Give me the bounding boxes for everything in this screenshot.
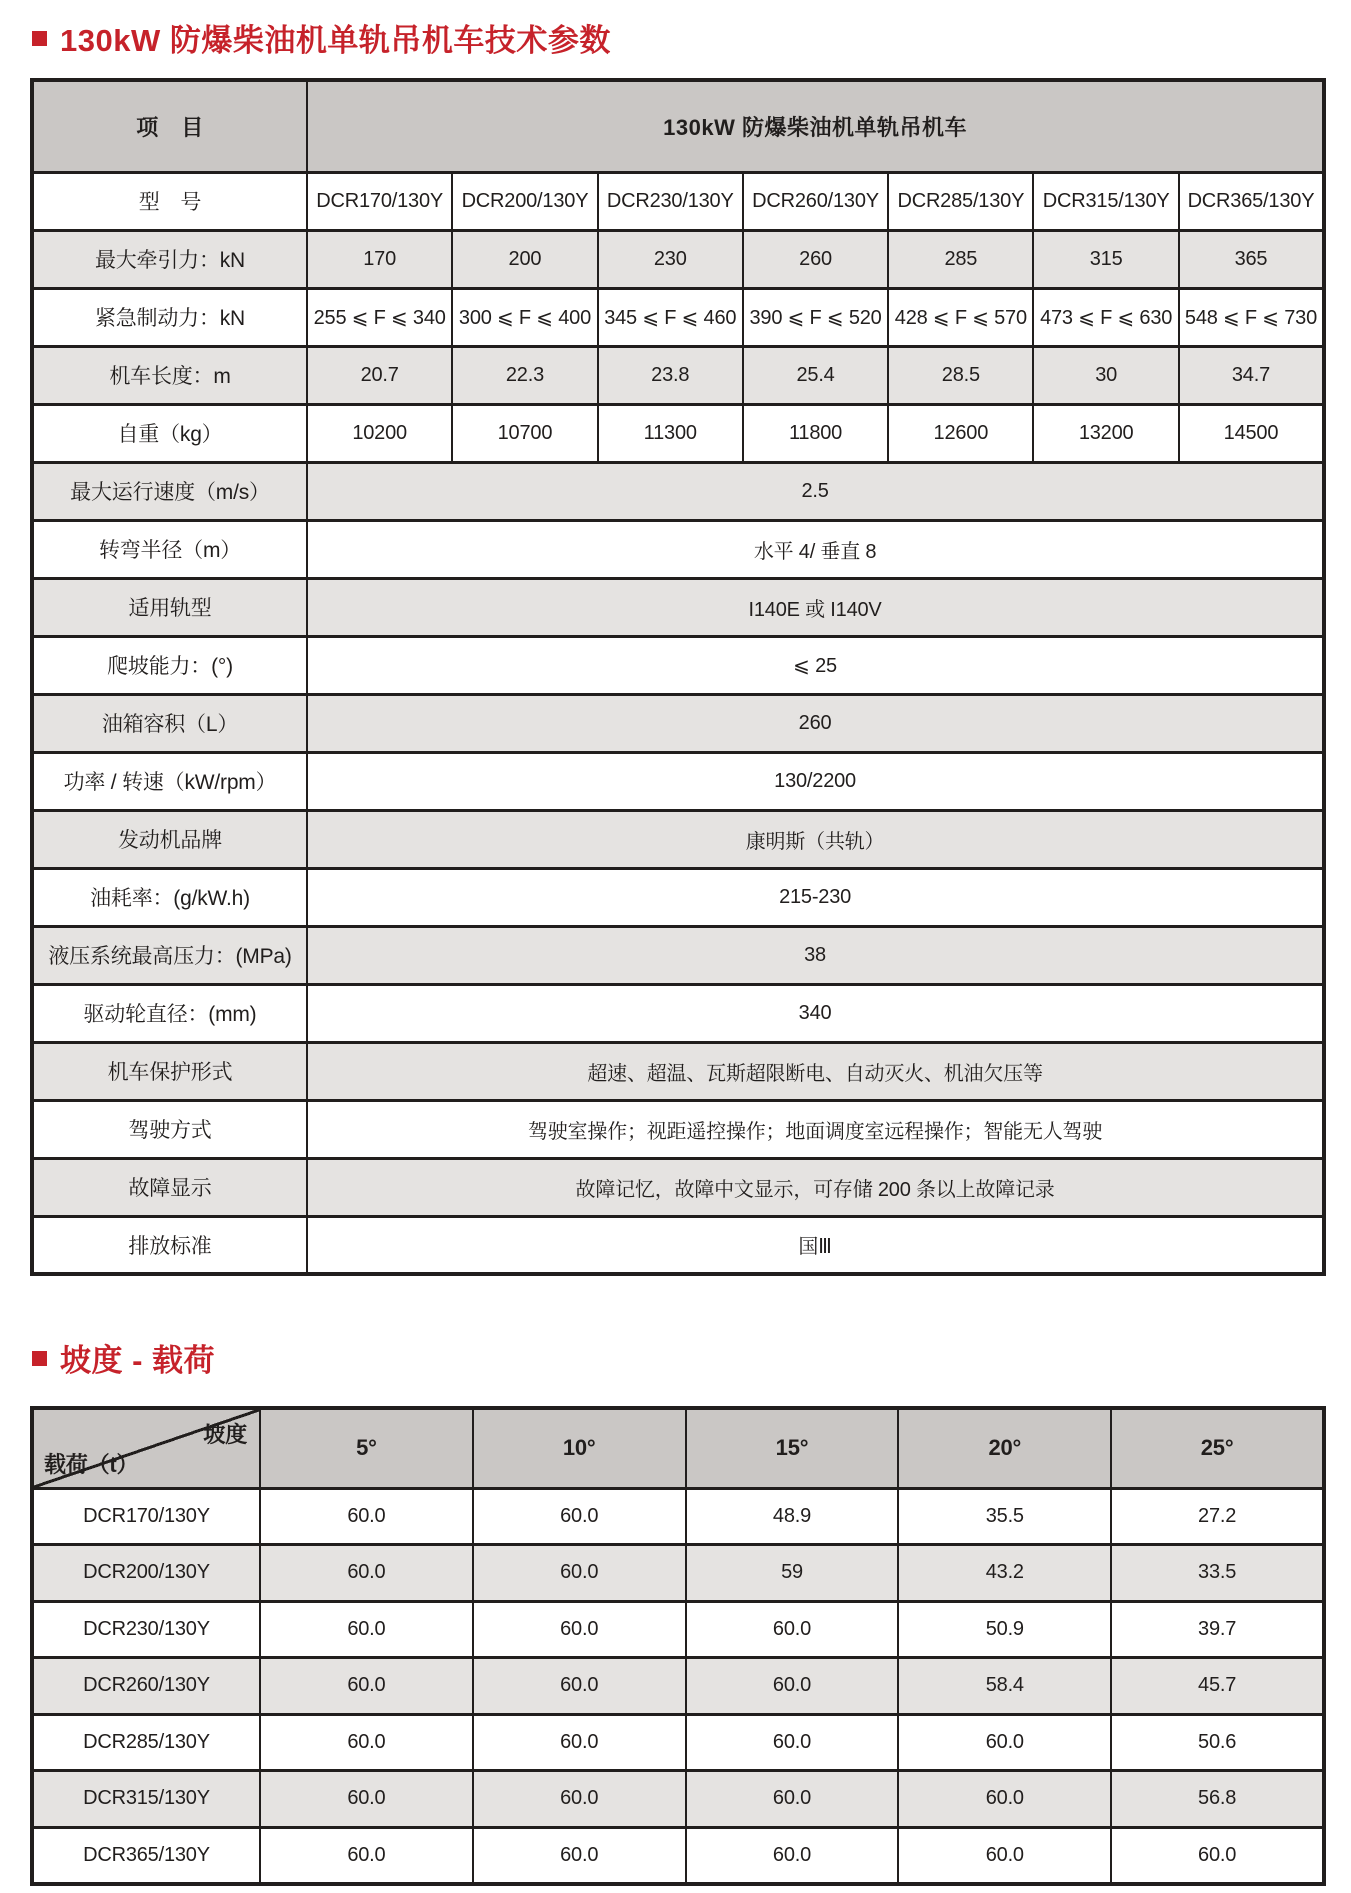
load-value-cell: 60.0 — [473, 1827, 686, 1884]
spec-span-value: 故障记忆，故障中文显示，可存储 200 条以上故障记录 — [307, 1158, 1324, 1216]
model-cell: DCR200/130Y — [32, 1545, 260, 1602]
corner-slope-label: 坡度 — [203, 1422, 247, 1447]
spec-value-cell: 10200 — [307, 404, 452, 462]
spec-span-value: ⩽ 25 — [307, 636, 1324, 694]
spec-row — [32, 1042, 1324, 1100]
spec-row — [32, 230, 1324, 288]
model-cell: DCR285/130Y — [32, 1714, 260, 1771]
load-value-cell: 48.9 — [686, 1488, 899, 1545]
specs-header-row — [32, 80, 1324, 172]
slope-load-table — [30, 1406, 1326, 1886]
corner-load-label: 载荷（t） — [44, 1451, 139, 1477]
load-value-cell: 45.7 — [1111, 1658, 1324, 1715]
spec-value-cell: 315 — [1033, 230, 1178, 288]
load-value-cell: 35.5 — [898, 1488, 1111, 1545]
load-value-cell: 60.0 — [686, 1771, 899, 1828]
spec-row-label: 机车长度：m — [32, 346, 307, 404]
spec-value-cell: 20.7 — [307, 346, 452, 404]
section-title-specs — [32, 14, 1322, 60]
section-title-slope-load — [32, 1334, 1322, 1380]
spec-row — [32, 1100, 1324, 1158]
spec-span-value: 215-230 — [307, 868, 1324, 926]
spec-value-cell: 13200 — [1033, 404, 1178, 462]
spec-row — [32, 288, 1324, 346]
spec-value-cell: 12600 — [888, 404, 1033, 462]
spec-value-cell: 22.3 — [452, 346, 597, 404]
slope-load-row — [32, 1771, 1324, 1828]
red-square-bullet-icon — [32, 31, 47, 46]
load-value-cell: 60.0 — [898, 1714, 1111, 1771]
spec-value-cell: DCR365/130Y — [1179, 172, 1324, 230]
load-value-cell: 60.0 — [260, 1601, 473, 1658]
spec-row-label: 最大牵引力：kN — [32, 230, 307, 288]
spec-value-cell: 365 — [1179, 230, 1324, 288]
load-value-cell: 50.6 — [1111, 1714, 1324, 1771]
spec-value-cell: 390 ⩽ F ⩽ 520 — [743, 288, 888, 346]
spec-value-cell: 11300 — [598, 404, 743, 462]
spec-row-label: 油耗率：(g/kW.h) — [32, 868, 307, 926]
section-spacer — [30, 1276, 1322, 1334]
spec-row — [32, 172, 1324, 230]
red-square-bullet-icon — [32, 1351, 47, 1366]
load-value-cell: 27.2 — [1111, 1488, 1324, 1545]
spec-value-cell: DCR200/130Y — [452, 172, 597, 230]
spec-span-value: 2.5 — [307, 462, 1324, 520]
load-value-cell: 60.0 — [473, 1488, 686, 1545]
spec-value-cell: 428 ⩽ F ⩽ 570 — [888, 288, 1033, 346]
spec-row — [32, 346, 1324, 404]
spec-value-cell: 300 ⩽ F ⩽ 400 — [452, 288, 597, 346]
slope-column-header: 15° — [686, 1408, 899, 1488]
slope-load-title-text: 坡度 - 载荷 — [60, 1342, 216, 1378]
spec-span-value: 38 — [307, 926, 1324, 984]
load-value-cell: 60.0 — [473, 1771, 686, 1828]
model-cell: DCR230/130Y — [32, 1601, 260, 1658]
spec-span-value: 康明斯（共轨） — [307, 810, 1324, 868]
spec-value-cell: 345 ⩽ F ⩽ 460 — [598, 288, 743, 346]
spec-row — [32, 984, 1324, 1042]
load-value-cell: 60.0 — [473, 1714, 686, 1771]
spec-row-label: 适用轨型 — [32, 578, 307, 636]
spec-row-label: 油箱容积（L） — [32, 694, 307, 752]
load-value-cell: 60.0 — [473, 1545, 686, 1602]
spec-row — [32, 1216, 1324, 1274]
spec-row — [32, 462, 1324, 520]
load-value-cell: 60.0 — [260, 1488, 473, 1545]
spec-value-cell: 230 — [598, 230, 743, 288]
spec-span-value: 260 — [307, 694, 1324, 752]
spec-span-value: 130/2200 — [307, 752, 1324, 810]
slope-load-row — [32, 1658, 1324, 1715]
spec-row-label: 发动机品牌 — [32, 810, 307, 868]
slope-column-header: 5° — [260, 1408, 473, 1488]
load-value-cell: 60.0 — [1111, 1827, 1324, 1884]
spec-value-cell: DCR170/130Y — [307, 172, 452, 230]
spec-value-cell: 11800 — [743, 404, 888, 462]
spec-row — [32, 694, 1324, 752]
spec-row — [32, 1158, 1324, 1216]
spec-value-cell: 255 ⩽ F ⩽ 340 — [307, 288, 452, 346]
load-value-cell: 60.0 — [260, 1545, 473, 1602]
specs-table — [30, 78, 1326, 1276]
spec-value-cell: 14500 — [1179, 404, 1324, 462]
spec-row-label: 自重（kg） — [32, 404, 307, 462]
load-value-cell: 60.0 — [473, 1658, 686, 1715]
load-value-cell: 58.4 — [898, 1658, 1111, 1715]
spec-value-cell: 10700 — [452, 404, 597, 462]
spec-value-cell: 170 — [307, 230, 452, 288]
specs-header-item-label: 项 目 — [32, 80, 307, 172]
spec-value-cell: 285 — [888, 230, 1033, 288]
spec-row-label: 最大运行速度（m/s） — [32, 462, 307, 520]
spec-row-label: 爬坡能力：(°) — [32, 636, 307, 694]
spec-row-label: 驾驶方式 — [32, 1100, 307, 1158]
spec-value-cell: 23.8 — [598, 346, 743, 404]
spec-span-value: 国Ⅲ — [307, 1216, 1324, 1274]
spec-value-cell: 34.7 — [1179, 346, 1324, 404]
spec-value-cell: 200 — [452, 230, 597, 288]
spec-row — [32, 578, 1324, 636]
spec-span-value: 驾驶室操作；视距遥控操作；地面调度室远程操作；智能无人驾驶 — [307, 1100, 1324, 1158]
load-value-cell: 56.8 — [1111, 1771, 1324, 1828]
load-value-cell: 60.0 — [686, 1658, 899, 1715]
model-cell: DCR365/130Y — [32, 1827, 260, 1884]
spec-span-value: 水平 4/ 垂直 8 — [307, 520, 1324, 578]
load-value-cell: 60.0 — [686, 1714, 899, 1771]
spec-row-label: 液压系统最高压力：(MPa) — [32, 926, 307, 984]
load-value-cell: 60.0 — [473, 1601, 686, 1658]
load-value-cell: 60.0 — [898, 1827, 1111, 1884]
load-value-cell: 39.7 — [1111, 1601, 1324, 1658]
spec-span-value: 超速、超温、瓦斯超限断电、自动灭火、机油欠压等 — [307, 1042, 1324, 1100]
spec-value-cell: 25.4 — [743, 346, 888, 404]
spec-row — [32, 752, 1324, 810]
spec-span-value: I140E 或 I140V — [307, 578, 1324, 636]
spec-row-label: 转弯半径（m） — [32, 520, 307, 578]
spec-row — [32, 404, 1324, 462]
spec-value-cell: DCR260/130Y — [743, 172, 888, 230]
slope-load-corner-cell — [32, 1408, 260, 1488]
spec-row-label: 功率 / 转速（kW/rpm） — [32, 752, 307, 810]
load-value-cell: 43.2 — [898, 1545, 1111, 1602]
slope-load-row — [32, 1714, 1324, 1771]
spec-value-cell: DCR230/130Y — [598, 172, 743, 230]
spec-row-label: 驱动轮直径：(mm) — [32, 984, 307, 1042]
spec-row — [32, 520, 1324, 578]
load-value-cell: 59 — [686, 1545, 899, 1602]
spec-row-label: 排放标准 — [32, 1216, 307, 1274]
spec-row-label: 紧急制动力：kN — [32, 288, 307, 346]
spec-span-value: 340 — [307, 984, 1324, 1042]
specs-header-group-title: 130kW 防爆柴油机单轨吊机车 — [307, 80, 1324, 172]
spec-row-label: 故障显示 — [32, 1158, 307, 1216]
slope-load-row — [32, 1545, 1324, 1602]
spec-row — [32, 868, 1324, 926]
model-cell: DCR170/130Y — [32, 1488, 260, 1545]
spec-value-cell: 473 ⩽ F ⩽ 630 — [1033, 288, 1178, 346]
slope-load-row — [32, 1827, 1324, 1884]
spec-value-cell: 30 — [1033, 346, 1178, 404]
slope-header-row — [32, 1408, 1324, 1488]
spec-value-cell: DCR315/130Y — [1033, 172, 1178, 230]
load-value-cell: 60.0 — [260, 1771, 473, 1828]
spec-row — [32, 636, 1324, 694]
slope-column-header: 25° — [1111, 1408, 1324, 1488]
load-value-cell: 60.0 — [260, 1714, 473, 1771]
load-value-cell: 33.5 — [1111, 1545, 1324, 1602]
spec-row-label: 机车保护形式 — [32, 1042, 307, 1100]
load-value-cell: 50.9 — [898, 1601, 1111, 1658]
spec-value-cell: 28.5 — [888, 346, 1033, 404]
model-cell: DCR260/130Y — [32, 1658, 260, 1715]
load-value-cell: 60.0 — [898, 1771, 1111, 1828]
load-value-cell: 60.0 — [260, 1827, 473, 1884]
slope-load-row — [32, 1601, 1324, 1658]
load-value-cell: 60.0 — [686, 1601, 899, 1658]
spec-value-cell: 548 ⩽ F ⩽ 730 — [1179, 288, 1324, 346]
model-cell: DCR315/130Y — [32, 1771, 260, 1828]
spec-row-label: 型 号 — [32, 172, 307, 230]
spec-value-cell: DCR285/130Y — [888, 172, 1033, 230]
spec-row — [32, 810, 1324, 868]
slope-load-row — [32, 1488, 1324, 1545]
specs-title-text: 130kW 防爆柴油机单轨吊机车技术参数 — [60, 22, 611, 58]
load-value-cell: 60.0 — [260, 1658, 473, 1715]
slope-column-header: 20° — [898, 1408, 1111, 1488]
slope-column-header: 10° — [473, 1408, 686, 1488]
spec-value-cell: 260 — [743, 230, 888, 288]
spec-row — [32, 926, 1324, 984]
load-value-cell: 60.0 — [686, 1827, 899, 1884]
